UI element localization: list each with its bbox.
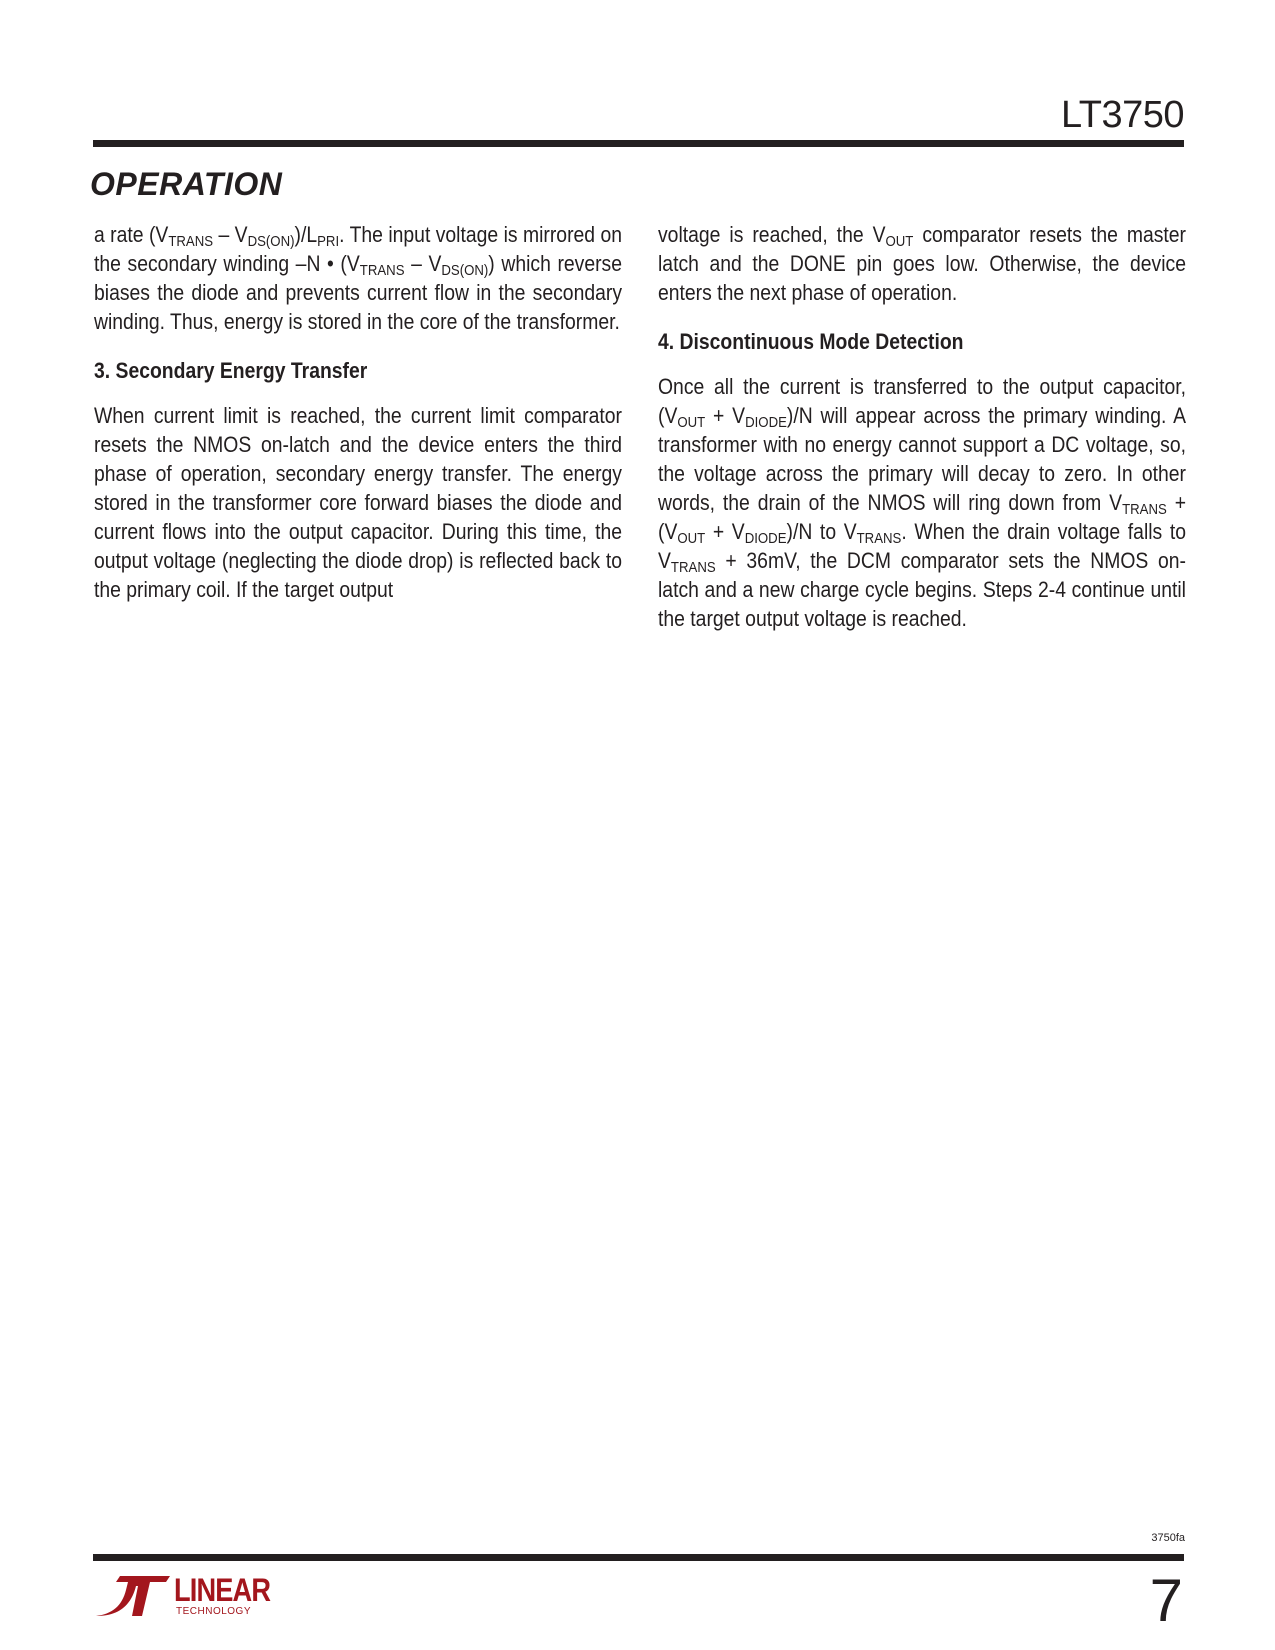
document-code: 3750fa [1151,1532,1185,1544]
lt-logo-icon [92,1570,174,1622]
footer-rule [93,1554,1184,1561]
page-number: 7 [1149,1567,1183,1634]
part-number: LT3750 [1060,94,1184,136]
left-paragraph-1: a rate $(V_{TRANS} - V_{DS(ON)})/L_{PRI}$. The input voltage is mirrored on the secondary winding –N • $(V_{TRANS} - V_{DS(ON)})$ which reverse biases the diode and prevents current flow in the secondary winding. Thus, energy is stored in the core of the transformer. [94,222,623,334]
heading-discontinuous-mode-detection: 4. Discontinuous Mode Detection [658,329,964,354]
heading-secondary-energy-transfer: 3. Secondary Energy Transfer [94,358,368,383]
right-paragraph-1: voltage is reached, the $V_{OUT}$ comparator resets the master latch and the DONE pin goes low. Otherwise, the device enters the next phase of operation. [658,222,1186,305]
left-column [94,220,622,624]
right-column [658,220,1186,653]
section-title: OPERATION [90,166,283,202]
right-paragraph-2: Once all the current is transferred to the output capacitor, $(V_{OUT} + V_{DIODE})/N$ will appear across the primary winding. A transformer with no energy cannot support a DC voltage, so, the voltage across the primary will decay to zero. In other words, the drain of the NMOS will ring down from $V_{TRANS} + (V_{OUT} + V_{DIODE})/N$ to $V_{TRANS}$. When the drain voltage falls to $V_{TRANS} + 36mV$, the DCM comparator sets the NMOS on-latch and a new charge cycle begins. Steps 2-4 continue until the target output voltage is reached. [658,374,1187,631]
logo-text: LINEAR [174,1572,271,1608]
linear-technology-logo [92,1570,272,1622]
header-rule [93,140,1184,147]
logo-subtext: TECHNOLOGY [176,1606,252,1617]
left-paragraph-2: When current limit is reached, the current limit comparator resets the NMOS on-latch and the device enters the third phase of operation, secondary energy transfer. The energy stored in the transformer core forward biases the diode and current flows into the output capacitor. During this time, the output voltage (neglecting the diode drop) is reflected back to the primary coil. If the target output [94,403,622,602]
